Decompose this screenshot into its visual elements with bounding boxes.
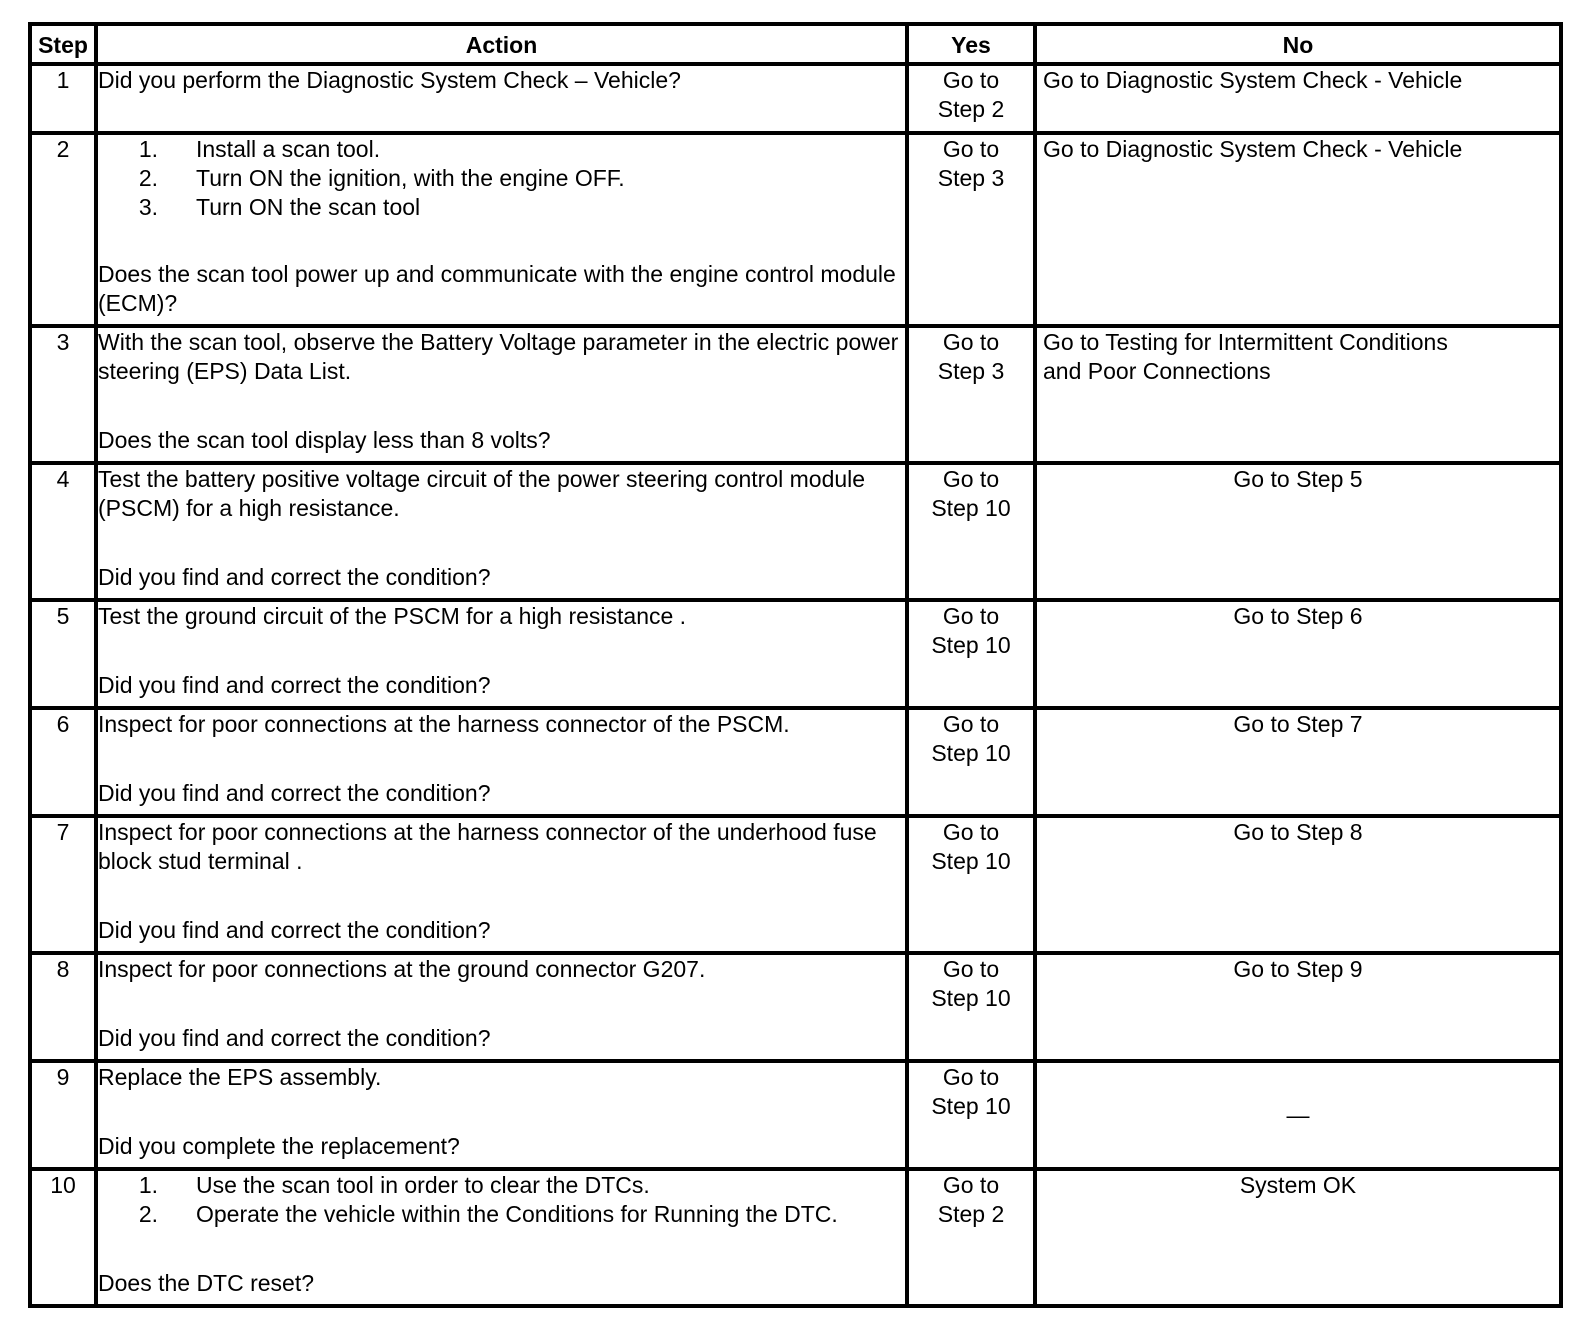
yes-cell (907, 1061, 1035, 1169)
list-item-number: 2. (138, 1201, 158, 1227)
no-cell (1035, 708, 1561, 816)
yes-line: Go to (942, 466, 1000, 492)
yes-cell (907, 64, 1035, 133)
list-item-text: Turn ON the ignition, with the engine OFF. (196, 165, 625, 191)
list-item (98, 193, 905, 222)
list-item-number: 3. (138, 194, 158, 220)
step-number: 7 (30, 816, 96, 953)
action-cell (96, 463, 907, 600)
step-number: 10 (30, 1169, 96, 1306)
no-line: Go to Step 6 (1233, 603, 1363, 629)
yes-cell (907, 708, 1035, 816)
table-row (30, 708, 1561, 816)
yes-line: Step 3 (937, 358, 1005, 384)
no-line: Go to Step 9 (1233, 956, 1363, 982)
question-text: Did you find and correct the condition? (98, 917, 491, 943)
no-line: Go to Diagnostic System Check - Vehicle (1043, 67, 1463, 93)
table-row (30, 600, 1561, 708)
header-yes: Yes (907, 24, 1035, 64)
no-line: Go to Diagnostic System Check - Vehicle (1043, 136, 1463, 162)
question-text: Did you find and correct the condition? (98, 672, 491, 698)
yes-cell (907, 816, 1035, 953)
action-cell (96, 1061, 907, 1169)
instruction-text: Inspect for poor connections at the ground connector G207. (98, 956, 706, 982)
diagnostic-table (28, 22, 1563, 1308)
no-cell (1035, 1061, 1561, 1169)
yes-line: Go to (942, 711, 1000, 737)
step-number: 4 (30, 463, 96, 600)
table-row (30, 1061, 1561, 1169)
yes-line: Step 10 (931, 495, 1011, 521)
action-cell (96, 953, 907, 1061)
no-line: Go to Step 7 (1233, 711, 1363, 737)
no-cell (1035, 953, 1561, 1061)
yes-cell (907, 463, 1035, 600)
list-item-text: Use the scan tool in order to clear the DTCs. (196, 1172, 650, 1198)
list-item (98, 1171, 905, 1200)
header-step: Step (30, 24, 96, 64)
step-number: 1 (30, 64, 96, 133)
yes-line: Go to (942, 1064, 1000, 1090)
yes-line: Step 2 (937, 1201, 1005, 1227)
yes-line: Go to (942, 819, 1000, 845)
instruction-text: With the scan tool, observe the Battery Voltage parameter in the electric power steering (EPS) Data List. (98, 329, 899, 384)
step-number: 5 (30, 600, 96, 708)
list-item-number: 1. (138, 136, 158, 162)
question-text: Did you complete the replacement? (98, 1133, 460, 1159)
yes-line: Step 10 (931, 632, 1011, 658)
yes-line: Go to (942, 136, 1000, 162)
action-cell (96, 64, 907, 133)
question-text: Does the scan tool power up and communicate with the engine control module (ECM)? (98, 261, 896, 316)
no-cell (1035, 1169, 1561, 1306)
no-line: and Poor Connections (1043, 358, 1271, 384)
list-item-text: Operate the vehicle within the Conditions for Running the DTC. (196, 1201, 838, 1227)
table-row (30, 463, 1561, 600)
yes-cell (907, 133, 1035, 326)
yes-cell (907, 326, 1035, 463)
header-no: No (1035, 24, 1561, 64)
instruction-text: Test the battery positive voltage circuit of the power steering control module (PSCM) for a high resistance. (98, 466, 866, 521)
no-cell (1035, 600, 1561, 708)
header-action: Action (96, 24, 907, 64)
table-row (30, 953, 1561, 1061)
action-cell (96, 816, 907, 953)
list-item-number: 2. (138, 165, 158, 191)
instruction-text: Inspect for poor connections at the harness connector of the PSCM. (98, 711, 790, 737)
instruction-list (98, 1171, 905, 1229)
question-text: Did you find and correct the condition? (98, 780, 491, 806)
action-cell (96, 708, 907, 816)
step-number: 3 (30, 326, 96, 463)
yes-line: Go to (942, 1172, 1000, 1198)
yes-cell (907, 953, 1035, 1061)
no-cell (1035, 463, 1561, 600)
no-line: Go to Step 5 (1233, 466, 1363, 492)
yes-line: Go to (942, 603, 1000, 629)
step-number: 9 (30, 1061, 96, 1169)
no-line: — (1286, 1101, 1310, 1128)
no-cell (1035, 326, 1561, 463)
list-item (98, 164, 905, 193)
no-line: Go to Testing for Intermittent Conditions (1043, 329, 1448, 355)
yes-line: Step 10 (931, 985, 1011, 1011)
list-item-text: Install a scan tool. (196, 136, 381, 162)
action-cell (96, 1169, 907, 1306)
question-text: Did you find and correct the condition? (98, 1025, 491, 1051)
list-item-number: 1. (138, 1172, 158, 1198)
instruction-list (98, 135, 905, 222)
question-text: Does the scan tool display less than 8 volts? (98, 427, 551, 453)
yes-line: Go to (942, 956, 1000, 982)
instruction-text: Did you perform the Diagnostic System Check – Vehicle? (98, 67, 681, 93)
table-row (30, 133, 1561, 326)
instruction-text: Test the ground circuit of the PSCM for a high resistance . (98, 603, 687, 629)
step-number: 8 (30, 953, 96, 1061)
yes-line: Step 2 (937, 96, 1005, 122)
action-cell (96, 133, 907, 326)
yes-line: Go to (942, 329, 1000, 355)
no-cell (1035, 816, 1561, 953)
list-item (98, 1200, 905, 1229)
no-cell (1035, 133, 1561, 326)
action-cell (96, 600, 907, 708)
no-line: System OK (1239, 1172, 1357, 1198)
yes-cell (907, 1169, 1035, 1306)
yes-line: Step 10 (931, 1093, 1011, 1119)
no-cell (1035, 64, 1561, 133)
step-number: 2 (30, 133, 96, 326)
no-line: Go to Step 8 (1233, 819, 1363, 845)
table-row (30, 64, 1561, 133)
yes-line: Step 10 (931, 740, 1011, 766)
yes-cell (907, 600, 1035, 708)
instruction-text: Replace the EPS assembly. (98, 1064, 382, 1090)
action-cell (96, 326, 907, 463)
yes-line: Step 10 (931, 848, 1011, 874)
table-row (30, 1169, 1561, 1306)
list-item-text: Turn ON the scan tool (196, 194, 421, 220)
question-text: Did you find and correct the condition? (98, 564, 491, 590)
question-text: Does the DTC reset? (98, 1270, 315, 1296)
table-row (30, 816, 1561, 953)
list-item (98, 135, 905, 164)
yes-line: Step 3 (937, 165, 1005, 191)
table-row (30, 326, 1561, 463)
step-number: 6 (30, 708, 96, 816)
yes-line: Go to (942, 67, 1000, 93)
table-body (30, 64, 1561, 1306)
header-row (30, 24, 1561, 64)
instruction-text: Inspect for poor connections at the harness connector of the underhood fuse block stud terminal . (98, 819, 877, 874)
